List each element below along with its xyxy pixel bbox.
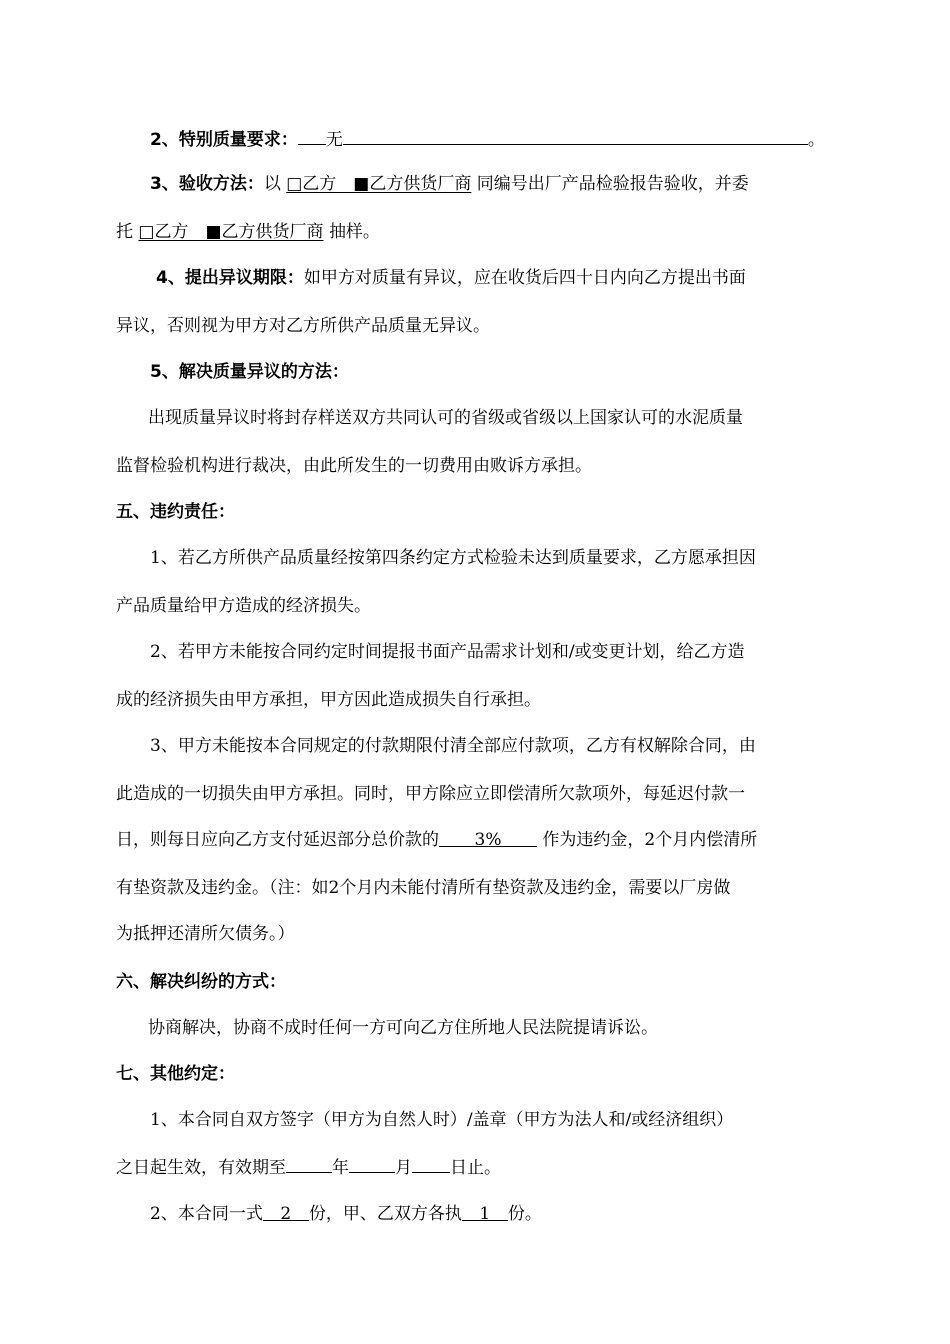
valid-year-blank xyxy=(286,1156,332,1173)
dispute-method-line-1: 出现质量异议时将封存样送双方共同认可的省级或省级以上国家认可的水泥质量 xyxy=(148,408,743,428)
objection-period-line-2: 异议，否则视为甲方对乙方所供产品质量无异议。 xyxy=(116,316,490,336)
total-copies: 2 xyxy=(263,1202,309,1221)
dispute-method-heading: 5、解决质量异议的方法： xyxy=(150,362,349,382)
section-5-title: 五、违约责任： xyxy=(116,502,235,522)
sec5-p3-line-3: 日，则每日应向乙方支付延迟部分总价款的 3% 作为违约金，2个月内偿清所 xyxy=(116,830,758,850)
objection-period-line-1: 4、提出异议期限：如甲方对质量有异议，应在收货后四十日内向乙方提出书面 xyxy=(156,268,746,288)
sec5-p1-line-1: 1、若乙方所供产品质量经按第四条约定方式检验未达到质量要求，乙方愿承担因 xyxy=(150,548,756,568)
sec5-p1-line-2: 产品质量给甲方造成的经济损失。 xyxy=(116,596,371,616)
sec7-p2-line: 2、本合同一式 2 份，甲、乙双方各执 1 份。 xyxy=(150,1204,542,1224)
section-6-title: 六、解决纠纷的方式： xyxy=(116,972,286,992)
sec5-p2-line-1: 2、若甲方未能按合同约定时间提报书面产品需求计划和/或变更计划，给乙方造 xyxy=(150,642,745,662)
objection-label: 4、提出异议期限： xyxy=(156,268,304,288)
section-7-title: 七、其他约定： xyxy=(116,1064,235,1084)
sec5-p3-line-2: 此造成的一切损失由甲方承担。同时，甲方除应立即偿清所欠款项外，每延迟付款一 xyxy=(116,784,745,804)
sec7-p1-line-2: 之日起生效，有效期至 年 月 日止。 xyxy=(116,1158,501,1178)
copies-each: 1 xyxy=(462,1202,508,1221)
penalty-rate: 3% xyxy=(439,828,537,847)
sec5-p3-line-5: 为抵押还清所欠债务。） xyxy=(116,924,295,944)
acceptance-line-1: 3、验收方法：以 □乙方 ■乙方供货厂商 同编号出厂产品检验报告验收，并委 xyxy=(150,174,749,194)
acceptance-label: 3、验收方法： xyxy=(150,174,264,194)
acceptance-option: □乙方 ■乙方供货厂商 xyxy=(286,174,472,194)
dispute-method-line-2: 监督检验机构进行裁决，由此所发生的一切费用由败诉方承担。 xyxy=(116,456,592,476)
sec5-p2-line-2: 成的经济损失由甲方承担，甲方因此造成损失自行承担。 xyxy=(116,690,541,710)
quality-req-line: 2、特别质量要求： 无 。 xyxy=(150,126,825,152)
quality-req-value: 无 xyxy=(325,130,343,150)
sec6-text: 协商解决，协商不成时任何一方可向乙方住所地人民法院提请诉讼。 xyxy=(148,1018,658,1038)
sec5-p3-line-1: 3、甲方未能按本合同规定的付款期限付清全部应付款项，乙方有权解除合同，由 xyxy=(150,736,756,756)
valid-month-blank xyxy=(349,1156,395,1173)
sec5-p3-line-4: 有垫资款及违约金。（注：如2个月内未能付清所有垫资款及违约金，需要以厂房做 xyxy=(116,878,731,898)
acceptance-line-2: 托 □乙方 ■乙方供货厂商 抽样。 xyxy=(116,222,380,242)
quality-req-label: 2、特别质量要求： xyxy=(150,130,298,150)
sampling-option: □乙方 ■乙方供货厂商 xyxy=(138,222,324,242)
sec7-p1-line-1: 1、本合同自双方签字（甲方为自然人时）/盖章（甲方为法人和/或经济组织） xyxy=(150,1110,734,1130)
valid-day-blank xyxy=(412,1156,450,1173)
